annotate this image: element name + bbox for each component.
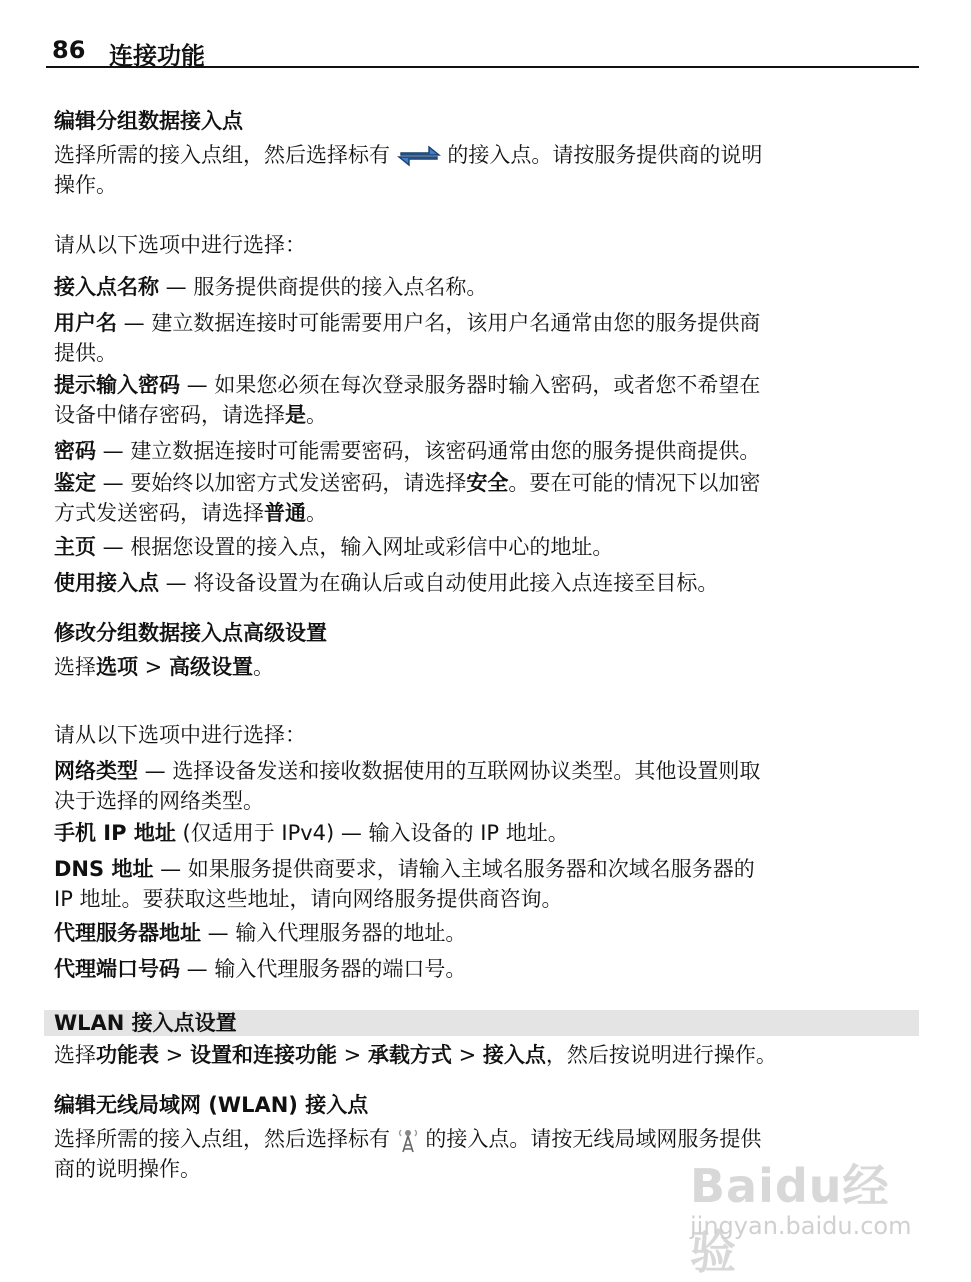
chapter-title: 连接功能	[109, 42, 205, 70]
section-bar	[44, 1010, 919, 1036]
option-desc: — 输入代理服务器的端口号。	[180, 957, 467, 981]
option-item	[54, 568, 914, 598]
option-item	[54, 370, 914, 430]
option-desc: 。要在可能的情况下以加密	[508, 471, 761, 495]
option-desc: 设备中储存密码，请选择	[54, 403, 285, 427]
menu-path-item: 设置和连接功能	[189, 1043, 337, 1067]
para-text: 选择	[54, 1043, 96, 1067]
para-text: 商的说明操作。	[54, 1157, 201, 1181]
options-intro: 请从以下选项中进行选择：	[54, 233, 306, 257]
para-text: 的接入点。请按服务提供商的说明	[447, 143, 763, 167]
packet-data-arrows-icon	[397, 144, 441, 168]
path-separator: >	[159, 1043, 190, 1067]
paragraph	[54, 652, 914, 682]
option-desc: — 如果您必须在每次登录服务器时输入密码，或者您不希望在	[180, 373, 761, 397]
watermark-url: jingyan.baidu.com	[690, 1212, 912, 1240]
option-desc: — 将设备设置为在确认后或自动使用此接入点连接至目标。	[159, 571, 719, 595]
option-desc: IP 地址。要获取这些地址，请向网络服务提供商咨询。	[54, 887, 563, 911]
para-text: 操作。	[54, 173, 117, 197]
option-desc: 。	[306, 403, 327, 427]
path-separator: >	[138, 655, 169, 679]
option-term: 网络类型	[54, 759, 138, 783]
options-intro: 请从以下选项中进行选择：	[54, 723, 306, 747]
option-desc: — 根据您设置的接入点，输入网址或彩信中心的地址。	[96, 535, 614, 559]
option-item	[54, 272, 914, 302]
option-term: 使用接入点	[54, 571, 159, 595]
option-item	[54, 818, 914, 848]
menu-path-item: 接入点	[482, 1043, 546, 1067]
option-desc: 提供。	[54, 341, 117, 365]
page-header	[46, 36, 919, 68]
option-item	[54, 532, 914, 562]
section-heading: 编辑分组数据接入点	[54, 109, 243, 133]
wlan-antenna-icon	[397, 1127, 419, 1153]
page-number: 86	[52, 36, 86, 64]
option-value: 是	[285, 403, 306, 427]
option-value: 普通	[264, 501, 306, 525]
option-desc: 方式发送密码，请选择	[54, 501, 264, 525]
option-value: 安全	[466, 471, 509, 495]
section-heading: 编辑无线局域网 (WLAN) 接入点	[54, 1093, 369, 1117]
menu-path	[54, 1040, 914, 1070]
menu-path-item: 功能表	[96, 1043, 159, 1067]
option-term: 提示输入密码	[54, 373, 180, 397]
option-term: 代理服务器地址	[54, 921, 201, 945]
menu-path-item: 高级设置	[168, 655, 253, 679]
para-text: 的接入点。请按无线局域网服务提供	[425, 1127, 762, 1151]
option-term: 接入点名称	[54, 275, 159, 299]
para-text: 选择	[54, 655, 96, 679]
option-desc: — 建立数据连接时可能需要用户名，该用户名通常由您的服务提供商	[117, 311, 761, 335]
option-term: 用户名	[54, 311, 117, 335]
option-item	[54, 918, 914, 948]
option-desc: — 如果服务提供商要求，请输入主域名服务器和次域名服务器的	[153, 857, 755, 881]
menu-path-item: 承载方式	[367, 1043, 452, 1067]
option-item	[54, 954, 914, 984]
option-term: 主页	[54, 535, 96, 559]
menu-path-item: 选项	[96, 655, 138, 679]
option-desc: 决于选择的网络类型。	[54, 789, 264, 813]
option-item	[54, 468, 914, 528]
option-item	[54, 756, 914, 816]
option-desc: — 服务提供商提供的接入点名称。	[159, 275, 488, 299]
option-desc: — 要始终以加密方式发送密码，请选择	[96, 471, 467, 495]
para-text: 选择所需的接入点组，然后选择标有	[54, 1127, 390, 1151]
option-desc: (仅适用于 IPv4) — 输入设备的 IP 地址。	[175, 821, 569, 845]
baidu-watermark	[660, 1150, 920, 1279]
path-separator: >	[451, 1043, 483, 1067]
option-term: 代理端口号码	[54, 957, 180, 981]
paragraph	[54, 140, 914, 200]
para-text: ，然后按说明进行操作。	[545, 1043, 777, 1067]
section-bar-title: WLAN 接入点设置	[54, 1011, 237, 1035]
option-term: 鉴定	[54, 471, 96, 495]
option-item	[54, 308, 914, 368]
para-text: 。	[252, 655, 274, 679]
option-desc: — 建立数据连接时可能需要密码，该密码通常由您的服务提供商提供。	[96, 439, 761, 463]
option-item	[54, 436, 914, 466]
option-term: DNS 地址	[54, 857, 154, 881]
option-desc: 。	[306, 501, 327, 525]
option-desc: — 输入代理服务器的地址。	[201, 921, 467, 945]
option-item	[54, 854, 914, 914]
option-term: 手机 IP 地址	[54, 821, 176, 845]
para-text: 选择所需的接入点组，然后选择标有	[54, 143, 390, 167]
watermark-logo: Baidu经验	[690, 1159, 890, 1279]
option-term: 密码	[54, 439, 96, 463]
path-separator: >	[336, 1043, 368, 1067]
section-heading: 修改分组数据接入点高级设置	[54, 621, 327, 645]
option-desc: — 选择设备发送和接收数据使用的互联网协议类型。其他设置则取	[138, 759, 761, 783]
